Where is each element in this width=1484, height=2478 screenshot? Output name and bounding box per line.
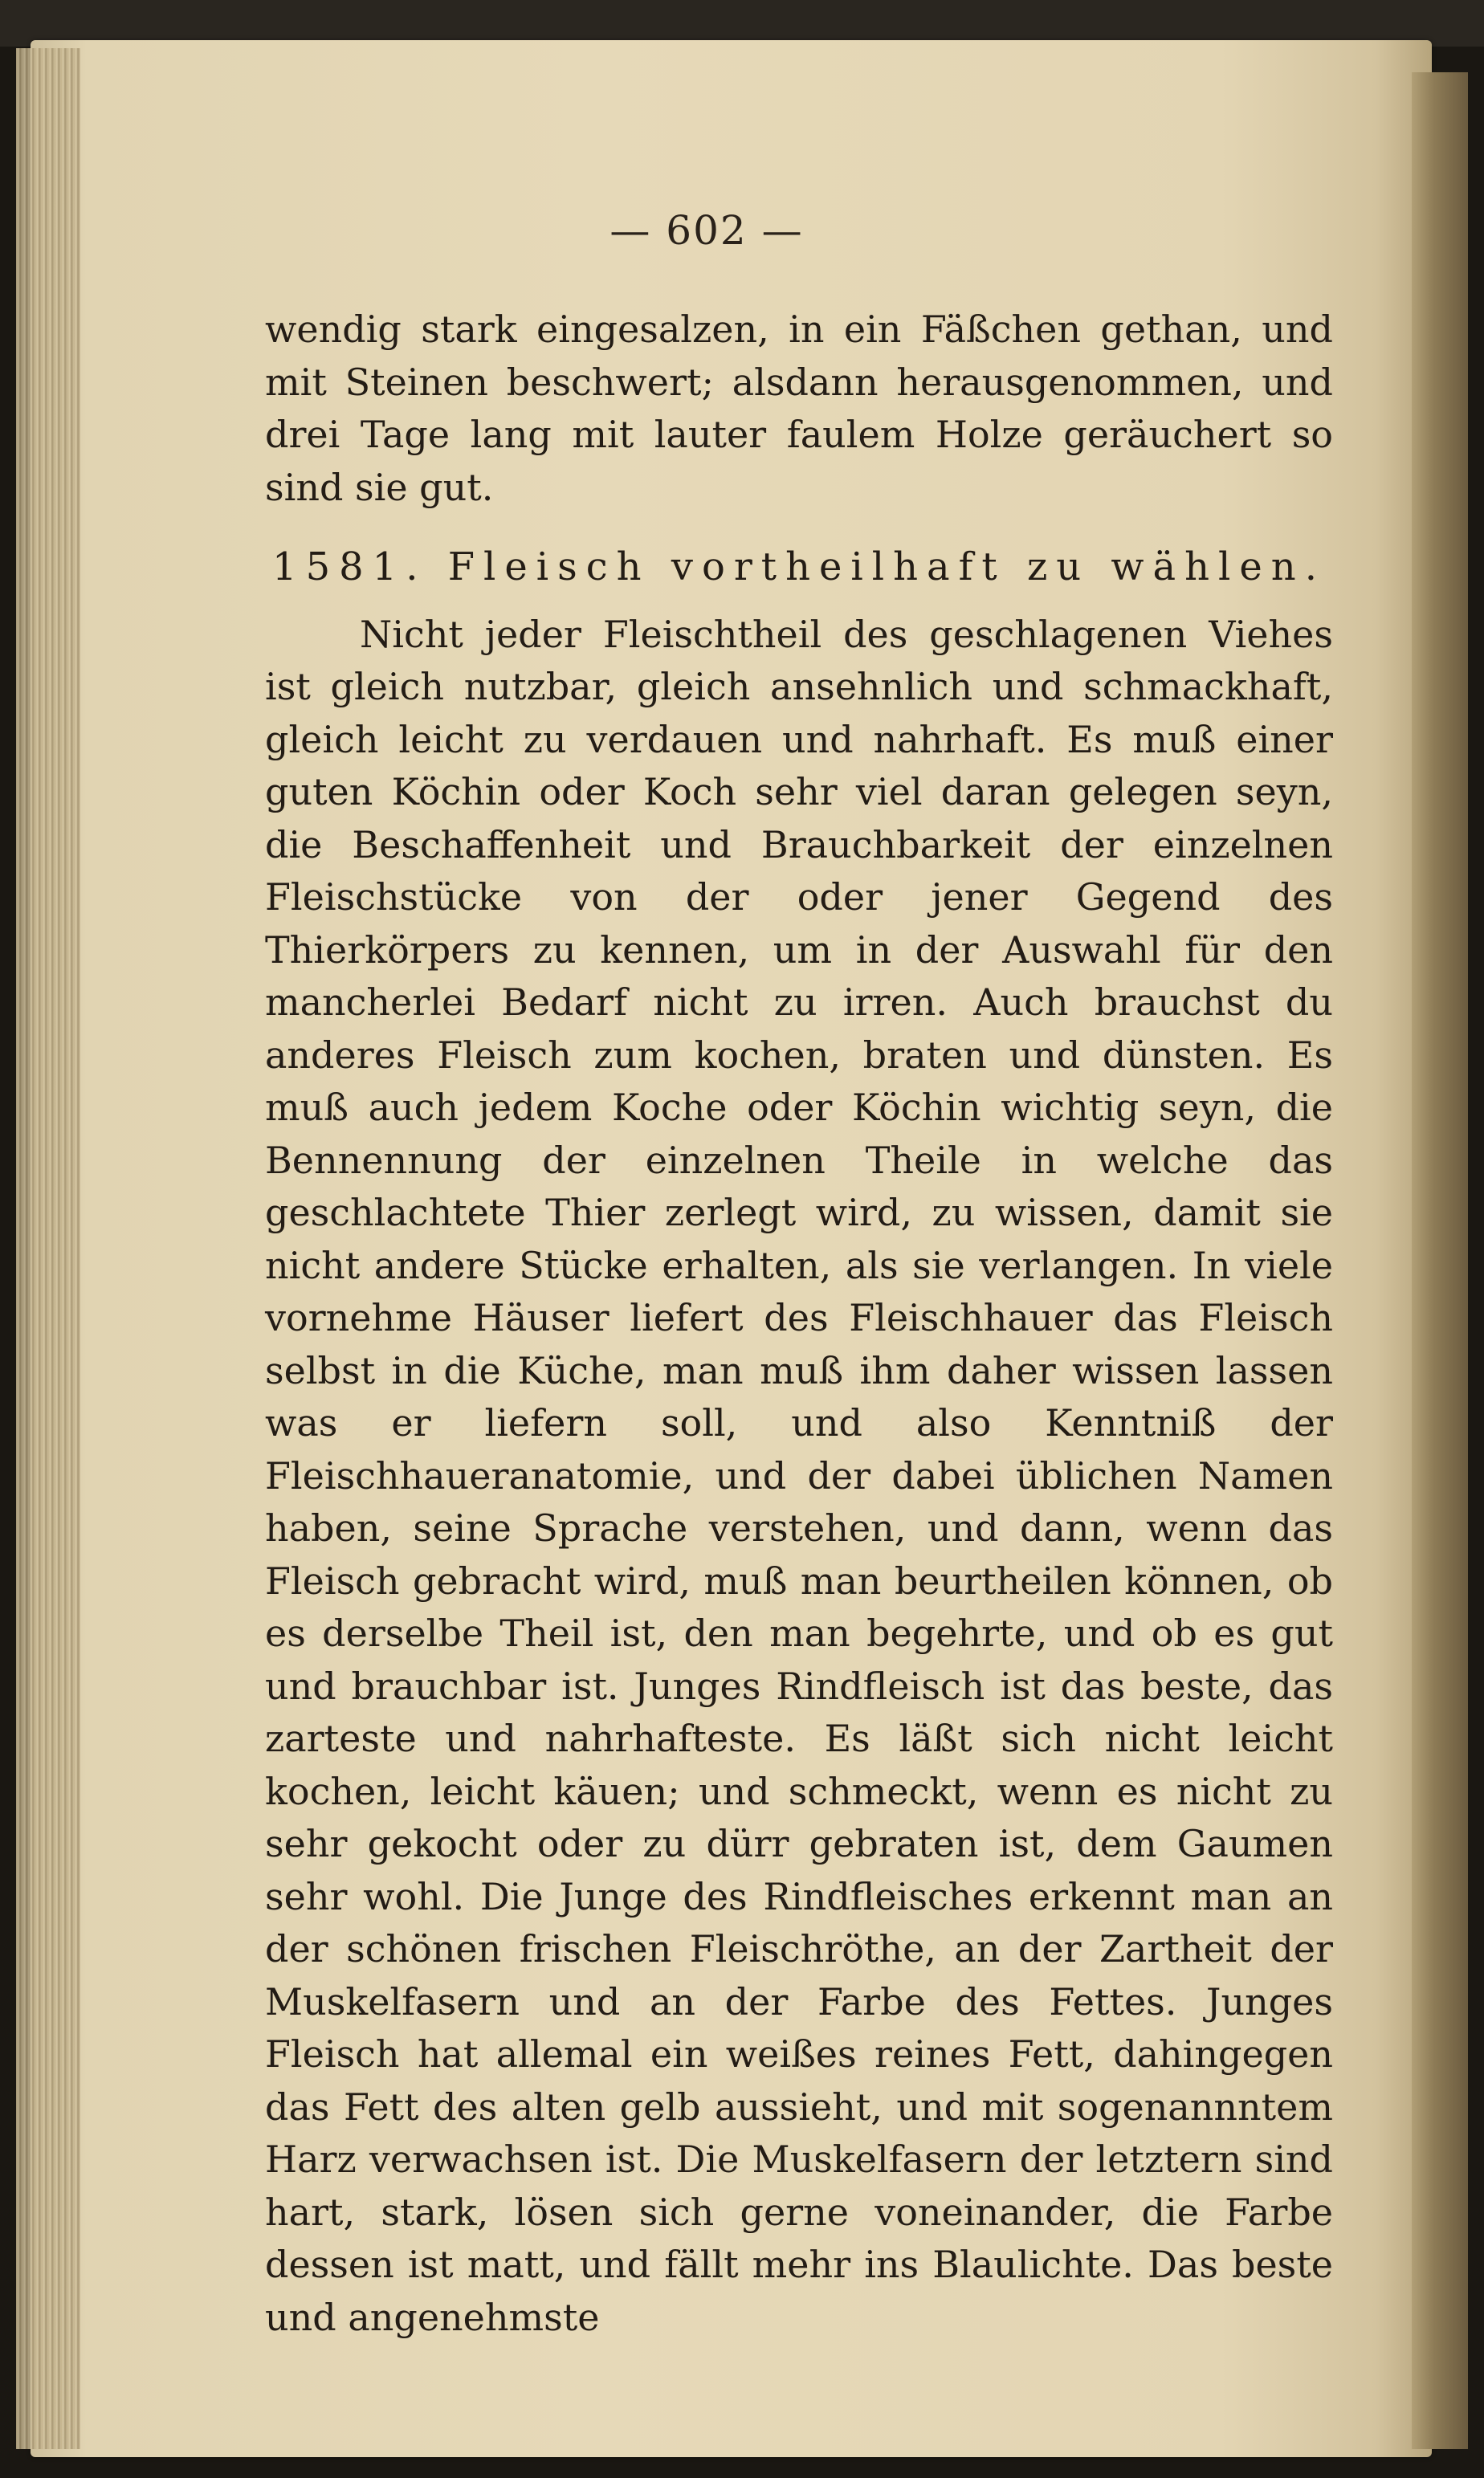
page-edge-right — [1412, 72, 1468, 2449]
page-edge-left — [16, 48, 80, 2449]
section-heading — [265, 541, 1333, 594]
page-header — [0, 207, 1413, 254]
body-paragraph: Nicht jeder Fleischtheil des geschlagenen Viehes ist gleich nutzbar, gleich ansehnlich und schmackhaft, gleich leicht zu verdauen und nahrhaft. Es muß einer guten Köchin oder Koch sehr viel daran gelegen seyn, die Beschaffenheit und Brauchbarkeit der einzelnen Fleischstücke von der oder jener Gegend des Thierkörpers zu kennen, um in der Auswahl für den mancherlei Bedarf nicht zu irren. Auch brauchst du anderes Fleisch zum kochen, braten und dünsten. Es muß auch jedem Koche oder Köchin wichtig seyn, die Bennennung der einzelnen Theile in welche das geschlachtete Thier zerlegt wird, zu wissen, damit sie nicht andere Stücke erhalten, als sie verlangen. In viele vornehme Häuser liefert des Fleischhauer das Fleisch selbst in die Küche, man muß ihm daher wissen lassen was er liefern soll, und also Kenntniß der Fleischhaueranatomie, und der dabei üblichen Namen haben, seine Sprache verstehen, und dann, wenn das Fleisch gebracht wird, muß man beurtheilen können, ob es derselbe Theil ist, den man begehrte, und ob es gut und brauchbar ist. Junges Rindfleisch ist das beste, das zarteste und nahrhafteste. Es läßt sich nicht leicht kochen, leicht käuen; und schmeckt, wenn es nicht zu sehr gekocht oder zu dürr gebraten ist, dem Gaumen sehr wohl. Die Junge des Rindfleisches erkennt man an der schönen frischen Fleischröthe, an der Zartheit der Muskelfasern und an der Farbe des Fettes. Junges Fleisch hat allemal ein weißes reines Fett, dahingegen das Fett des alten gelb aussieht, und mit sogenannntem Harz verwachsen ist. Die Muskelfasern der letztern sind hart, stark, lösen sich gerne voneinander, die Farbe dessen ist matt, und fällt mehr ins Blaulichte. Das beste und angenehmste — [265, 612, 1333, 2339]
page-number: — 602 — — [610, 207, 804, 254]
section-number: 1581. — [272, 544, 427, 589]
page-content — [265, 304, 1333, 2344]
continuation-paragraph: wendig stark eingesalzen, in ein Fäßchen gethan, und mit Steinen beschwert; alsdann herausgenommen, und drei Tage lang mit lauter faulem Holze geräuchert so sind sie gut. — [265, 308, 1333, 509]
section-title: Fleisch vortheilhaft zu wählen. — [447, 544, 1326, 589]
